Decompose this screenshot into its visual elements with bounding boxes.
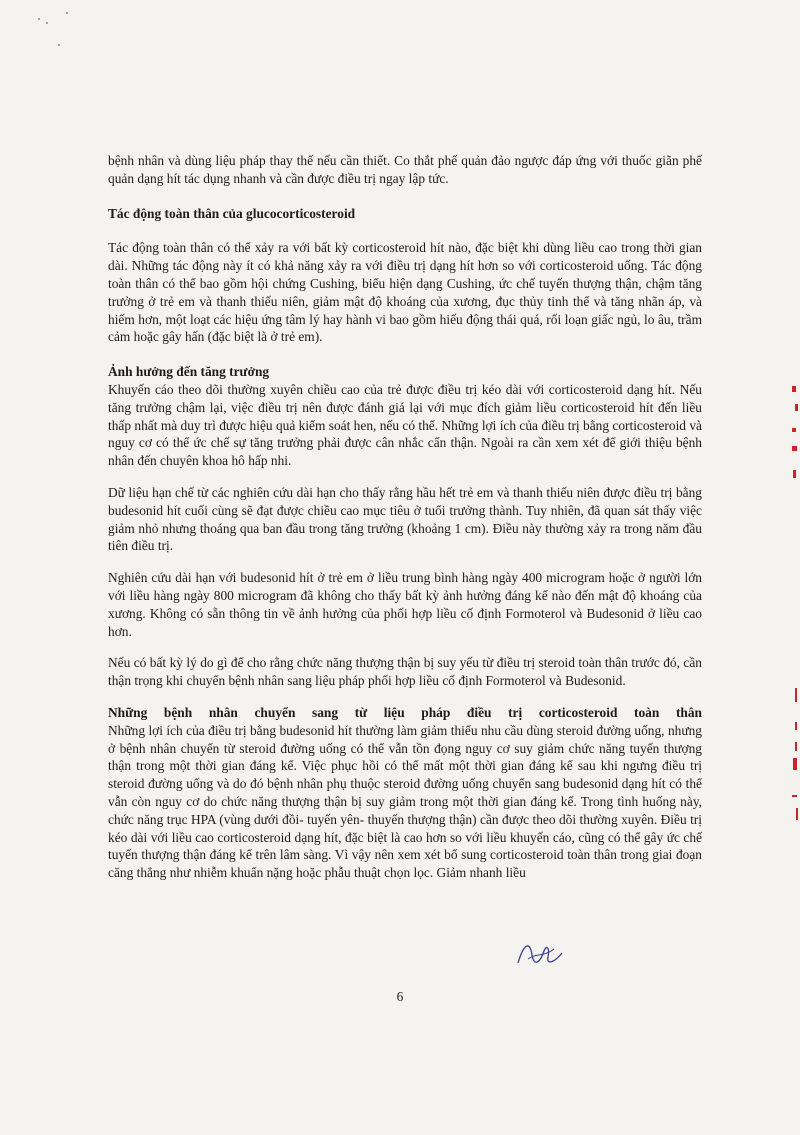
paragraph-systemic-transfer: Những lợi ích của điều trị bằng budesonid hít thường làm giảm thiểu nhu cầu dùng steroid đường uống, nhưng ở bệnh nhân chuyển từ steroid đường uống có thể vẫn tồn đọng nguy cơ suy giảm chức năng tuyến thượng thận trong một thời gian đáng kể. Việc phục hồi có thể mất một thời gian đáng kể sau khi ngưng điều trị steroid đường uống và do đó bệnh nhân phụ thuộc steroid đường uống chuyển sang budesonid dạng hít có thể vẫn còn nguy cơ do chức năng thượng thận bị suy giảm trong một thời gian đáng kể. Trong tình huống này, chức năng trục HPA (vùng dưới đồi- tuyến yên- thuyến thượng thận) cần được theo dõi thường xuyên. Điều trị kéo dài với liều cao corticosteroid dạng hít, đặc biệt là cao hơn so với liều khuyến cáo, cũng có thể gây ức chế tuyến thượng thận đáng kể trên lâm sàng. Vì vậy nên xem xét bổ sung corticosteroid toàn thân trong giai đoạn căng thẳng như nhiễm khuẩn nặng hoặc phẫu thuật chọn lọc. Giảm nhanh liều — [108, 722, 702, 881]
edge-mark — [796, 808, 798, 820]
scan-speck — [46, 22, 48, 24]
scan-speck — [38, 18, 40, 20]
handwritten-initials — [510, 933, 570, 973]
edge-mark — [795, 742, 797, 751]
edge-mark — [792, 795, 797, 797]
page-number: 6 — [396, 989, 404, 1004]
scan-speck — [58, 44, 60, 46]
edge-mark — [793, 470, 796, 478]
paragraph-long-term-data: Dữ liệu hạn chế từ các nghiên cứu dài hạn cho thấy rằng hầu hết trẻ em và thanh thiếu niên được điều trị bằng budesonid hít cuối cùng sẽ đạt được chiều cao mục tiêu ở tuổi trưởng thành. Tuy nhiên, đã quan sát thấy việc giảm nhỏ nhưng thoáng qua ban đầu trong tăng trưởng (khoảng 1 cm). Điều này thường xảy ra trong năm đầu tiên điều trị. — [108, 484, 702, 554]
edge-mark — [792, 386, 796, 392]
heading-systemic-transfer: Những bệnh nhân chuyển sang từ liệu pháp điều trị corticosteroid toàn thân — [108, 704, 702, 720]
heading-growth-effects: Ảnh hưởng đến tăng trưởng — [108, 364, 270, 380]
paragraph-intro: bệnh nhân và dùng liệu pháp thay thế nếu cần thiết. Co thắt phế quản đảo ngược đáp ứng với thuốc giãn phế quản dạng hít tác dụng nhanh và cần được điều trị ngay lập tức. — [108, 153, 702, 186]
edge-mark — [795, 688, 797, 702]
scan-speck — [66, 12, 68, 14]
paragraph-systemic-effects: Tác động toàn thân có thể xảy ra với bất kỳ corticosteroid hít nào, đặc biệt khi dùng liều cao trong thời gian dài. Những tác động này ít có khả năng xảy ra với điều trị dạng hít hơn so với corticosteroid uống. Tác động toàn thân có thể bao gồm hội chứng Cushing, biểu hiện dạng Cushing, ức chế tuyến thượng thận, chậm tăng trưởng ở trẻ em và thanh thiếu niên, giảm mật độ khoáng của xương, đục thủy tinh thể và tăng nhãn áp, và hiếm hơn, một loạt các hiệu ứng tâm lý hay hành vi bao gồm hiếu động thái quá, rối loạn giấc ngủ, lo âu, trầm cảm hoặc gây hấn (đặc biệt là ở trẻ em). — [108, 240, 702, 345]
heading-systemic-effects: Tác động toàn thân của glucocorticosteroid — [108, 205, 356, 221]
edge-mark — [795, 722, 797, 730]
edge-mark — [793, 758, 797, 770]
edge-mark — [792, 446, 797, 451]
paragraph-growth-monitoring: Khuyến cáo theo dõi thường xuyên chiều cao của trẻ được điều trị kéo dài với corticosteroid dạng hít. Nếu tăng trưởng chậm lại, việc điều trị nên được đánh giá lại với mục đích giảm liều corticosteroid hít đến liều thấp nhất mà duy trì được hiệu quả kiểm soát hen, nếu có thể. Những lợi ích của điều trị bằng corticosteroid và nguy cơ có thể ức chế sự tăng trưởng phải được cân nhắc cẩn thận. Ngoài ra cần xem xét để giới thiệu bệnh nhân đến chuyên khoa hô hấp nhi. — [108, 381, 702, 469]
paragraph-adrenal-caution: Nếu có bất kỳ lý do gì để cho rằng chức năng thượng thận bị suy yếu từ điều trị steroid toàn thân trước đó, cần thận trọng khi chuyển bệnh nhân sang liệu pháp phối hợp liều cố định Formoterol và Budesonid. — [108, 655, 702, 689]
edge-mark — [792, 428, 796, 432]
document-body — [108, 152, 702, 882]
edge-mark — [795, 404, 798, 411]
paragraph-bone-density: Nghiên cứu dài hạn với budesonid hít ở trẻ em ở liều trung bình hàng ngày 400 microgram hoặc ở người lớn với liều hàng ngày 800 microgram đã không cho thấy bất kỳ ảnh hưởng đáng kể nào đến mật độ khoáng của xương. Không có sẵn thông tin về ảnh hưởng của phối hợp liều cố định Formoterol và Budesonid ở liều cao hơn. — [108, 570, 702, 639]
